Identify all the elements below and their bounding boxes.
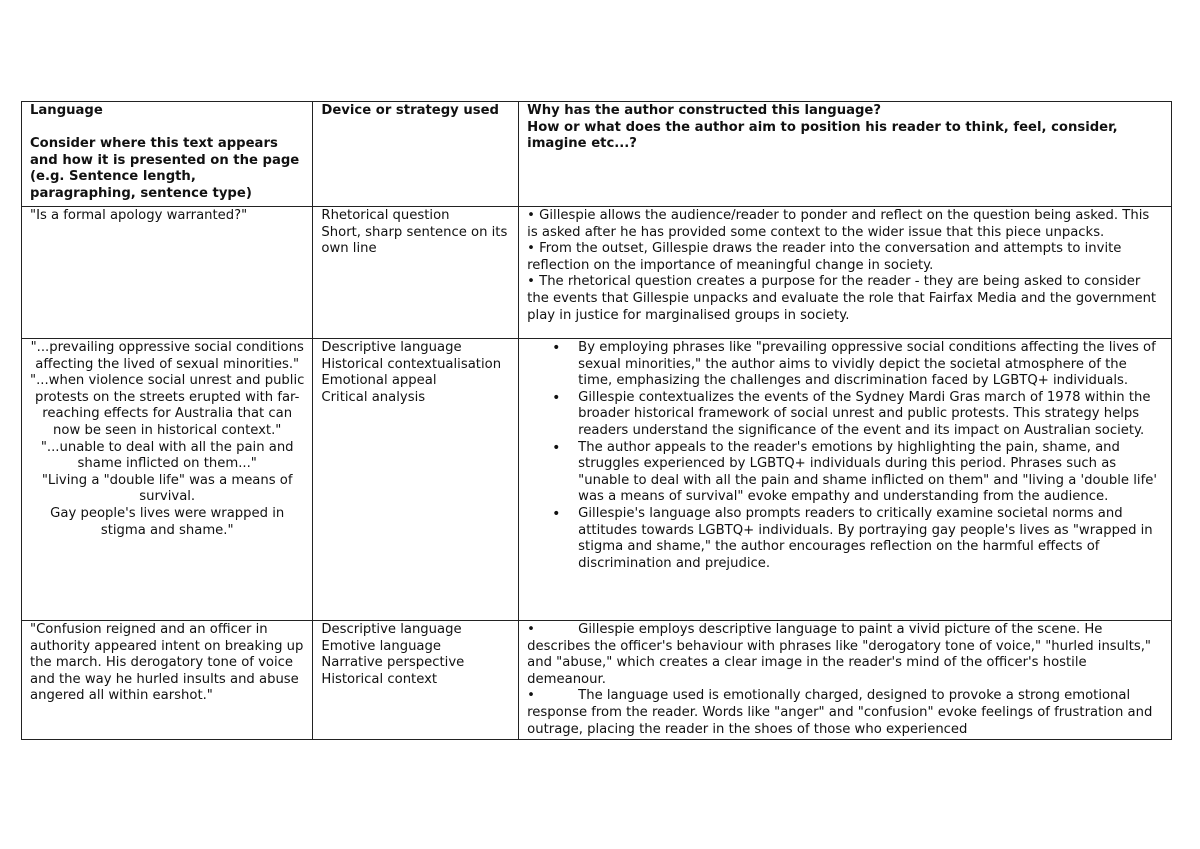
table-row (22, 621, 1172, 740)
row2-quote: "...when violence social unrest and public protests on the streets erupted with far-reaching effects for Australia that can now be seen in historical context." (30, 373, 305, 438)
row3-point-text: Gillespie employs descriptive language to paint a vivid picture of the scene. He describes the officer's behaviour with phrases like "derogatory tone of voice," "hurled insults," and "abuse," which creates a clear image in the reader's mind of the officer's hostile demeanour. (527, 622, 1151, 687)
row1-point: • From the outset, Gillespie draws the reader into the conversation and attempts to invite reflection on the importance of meaningful change in society. (527, 241, 1122, 273)
row3-device-item: Narrative perspective (321, 655, 465, 671)
bullet-icon: • (527, 688, 535, 704)
row3-device-cell (313, 621, 519, 740)
header-device (313, 102, 519, 207)
row2-quote: "...unable to deal with all the pain and shame inflicted on them..." (40, 439, 294, 472)
row2-bullet-list (527, 340, 1163, 572)
row1-device-item: Rhetorical question (321, 208, 450, 223)
row3-device-item: Descriptive language (321, 622, 462, 637)
row2-device-cell (313, 339, 519, 621)
row1-quote: "Is a formal apology warranted?" (30, 208, 248, 223)
header-why-line1: Why has the author constructed this language? (527, 103, 882, 118)
row3-point-text: The language used is emotionally charged, designed to provoke a strong emotional response from the reader. Words like "anger" and "confusion" evoke feelings of frustration and outrage, placing the reader in the shoes of those who experienced (527, 688, 1153, 737)
row2-quote: "...prevailing oppressive social conditions affecting the lived of sexual minorities." (30, 340, 304, 372)
header-language-subtitle: Consider where this text appears and how it is presented on the page (e.g. Sentence length, paragraphing, sentence type) (30, 136, 300, 201)
table-row (22, 207, 1172, 339)
row1-point: • The rhetorical question creates a purpose for the reader - they are being asked to consider the events that Gillespie unpacks and evaluate the role that Fairfax Media and the government play in justice for marginalised groups in society. (527, 274, 1157, 323)
row3-point (527, 622, 1163, 688)
bullet-icon: • (527, 622, 535, 637)
row2-device-item: Critical analysis (321, 389, 426, 405)
row3-why-cell (519, 621, 1172, 740)
row2-quote: Gay people's lives were wrapped in stigma and shame." (50, 505, 285, 538)
row3-point (527, 688, 1163, 738)
list-item: • The author appeals to the reader's emotions by highlighting the pain, shame, and struggles experienced by LGBTQ+ individuals during this period. Phrases such as "unable to deal with all the pain and shame inflicted on them" and "living a 'double life' was a means of survival" evoke empathy and understanding from the audience. (578, 440, 1163, 506)
row2-quote: "Living a "double life" was a means of survival. (41, 472, 293, 505)
row2-why-cell (519, 339, 1172, 621)
row2-language-cell (22, 339, 313, 621)
header-device-title: Device or strategy used (321, 103, 499, 118)
row1-language-cell (22, 207, 313, 339)
header-language-title: Language (30, 103, 103, 118)
row1-why-cell (519, 207, 1172, 339)
table-row (22, 339, 1172, 621)
list-item: • By employing phrases like "prevailing oppressive social conditions affecting the lives of sexual minorities," the author aims to vividly depict the societal atmosphere of the time, emphasizing the challenges and discrimination faced by LGBTQ+ individuals. (578, 340, 1163, 390)
analysis-table (21, 101, 1172, 740)
list-item: • Gillespie contextualizes the events of the Sydney Mardi Gras march of 1978 within the broader historical framework of social unrest and public protests. This strategy helps readers understand the significance of the event and its impact on Australian society. (578, 390, 1163, 440)
row2-device-item: Emotional appeal (321, 373, 437, 389)
header-row (22, 102, 1172, 207)
row3-device-item: Emotive language (321, 638, 441, 654)
row1-device-cell (313, 207, 519, 339)
list-item: • Gillespie's language also prompts readers to critically examine societal norms and attitudes towards LGBTQ+ individuals. By portraying gay people's lives as "wrapped in stigma and shame," the author encourages reflection on the harmful effects of discrimination and prejudice. (578, 506, 1163, 572)
row2-device-item: Historical contextualisation (321, 356, 502, 372)
row2-device-item: Descriptive language (321, 340, 462, 355)
row3-quote: "Confusion reigned and an officer in authority appeared intent on breaking up the march. His derogatory tone of voice and the way he hurled insults and abuse angered all within earshot." (30, 622, 304, 704)
header-why-line2: How or what does the author aim to position his reader to think, feel, consider, imagine etc...? (527, 119, 1118, 152)
header-why (519, 102, 1172, 207)
row3-language-cell (22, 621, 313, 740)
row1-device-item: Short, sharp sentence on its own line (321, 224, 508, 257)
row3-device-item: Historical context (321, 671, 438, 687)
header-language (22, 102, 313, 207)
row1-point: • Gillespie allows the audience/reader to ponder and reflect on the question being asked. This is asked after he has provided some context to the wider issue that this piece unpacks. (527, 208, 1150, 240)
